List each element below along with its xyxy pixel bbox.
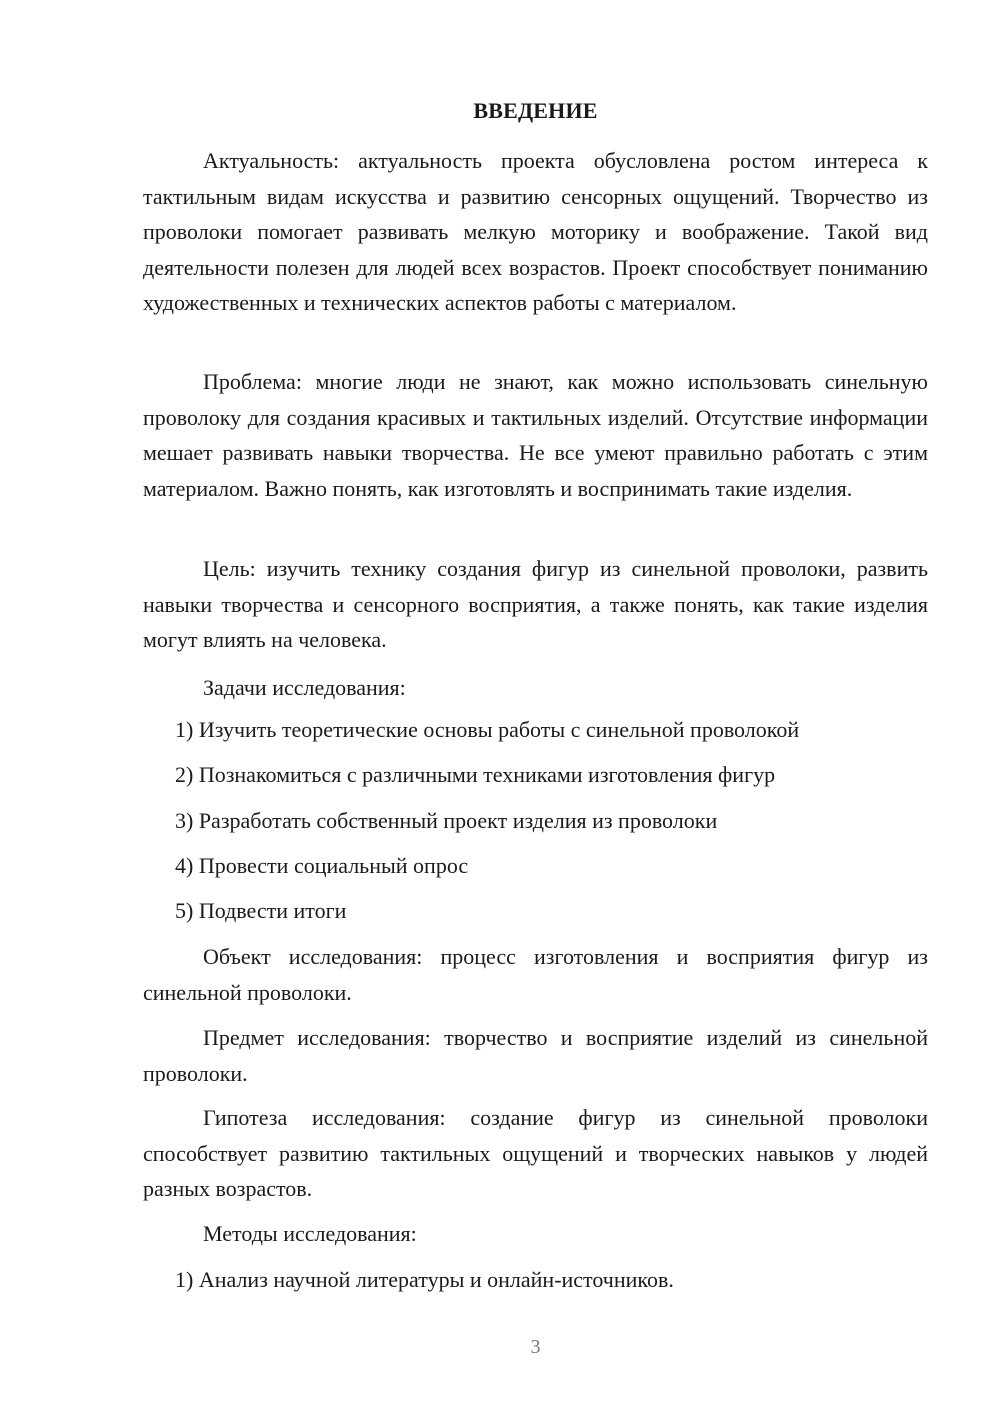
paragraph-goal: Цель: изучить технику создания фигур из синельной проволоки, развить навыки творчества и сенсорного восприятия, а также понять, как такие изделия могут влиять на человека.: [143, 556, 928, 652]
document-page: [143, 0, 928, 1414]
tasks-heading: Задачи исследования:: [203, 675, 406, 700]
task-item-2: 2) Познакомиться с различными техниками изготовления фигур: [175, 762, 776, 787]
paragraph-object: Объект исследования: процесс изготовления и восприятия фигур из синельной проволоки.: [143, 944, 928, 1005]
task-item-1: 1) Изучить теоретические основы работы с синельной проволокой: [175, 717, 800, 742]
paragraph-hypothesis: Гипотеза исследования: создание фигур из синельной проволоки способствует развитию тактильных ощущений и творческих навыков у людей разных возрастов.: [143, 1105, 928, 1201]
task-item-5: 5) Подвести итоги: [175, 898, 347, 923]
methods-heading: Методы исследования:: [203, 1221, 417, 1246]
paragraph-problem: Проблема: многие люди не знают, как можно использовать синельную проволоку для создания красивых и тактильных изделий. Отсутствие информации мешает развивать навыки творчества. Не все умеют правильно работать с этим материалом. Важно понять, как изготовлять и воспринимать такие изделия.: [143, 369, 928, 501]
paragraph-relevance: Актуальность: актуальность проекта обусловлена ростом интереса к тактильным видам искусства и развитию сенсорных ощущений. Творчество из проволоки помогает развивать мелкую моторику и воображение. Такой вид деятельности полезен для людей всех возрастов. Проект способствует пониманию художественных и технических аспектов работы с материалом.: [143, 148, 928, 315]
task-item-3: 3) Разработать собственный проект изделия из проволоки: [175, 808, 718, 833]
method-item-1: 1) Анализ научной литературы и онлайн-источников.: [175, 1267, 674, 1292]
page-number: 3: [530, 1336, 541, 1358]
task-item-4: 4) Провести социальный опрос: [175, 853, 469, 878]
section-title: ВВЕДЕНИЕ: [473, 98, 598, 123]
paragraph-subject: Предмет исследования: творчество и восприятие изделий из синельной проволоки.: [143, 1025, 928, 1086]
